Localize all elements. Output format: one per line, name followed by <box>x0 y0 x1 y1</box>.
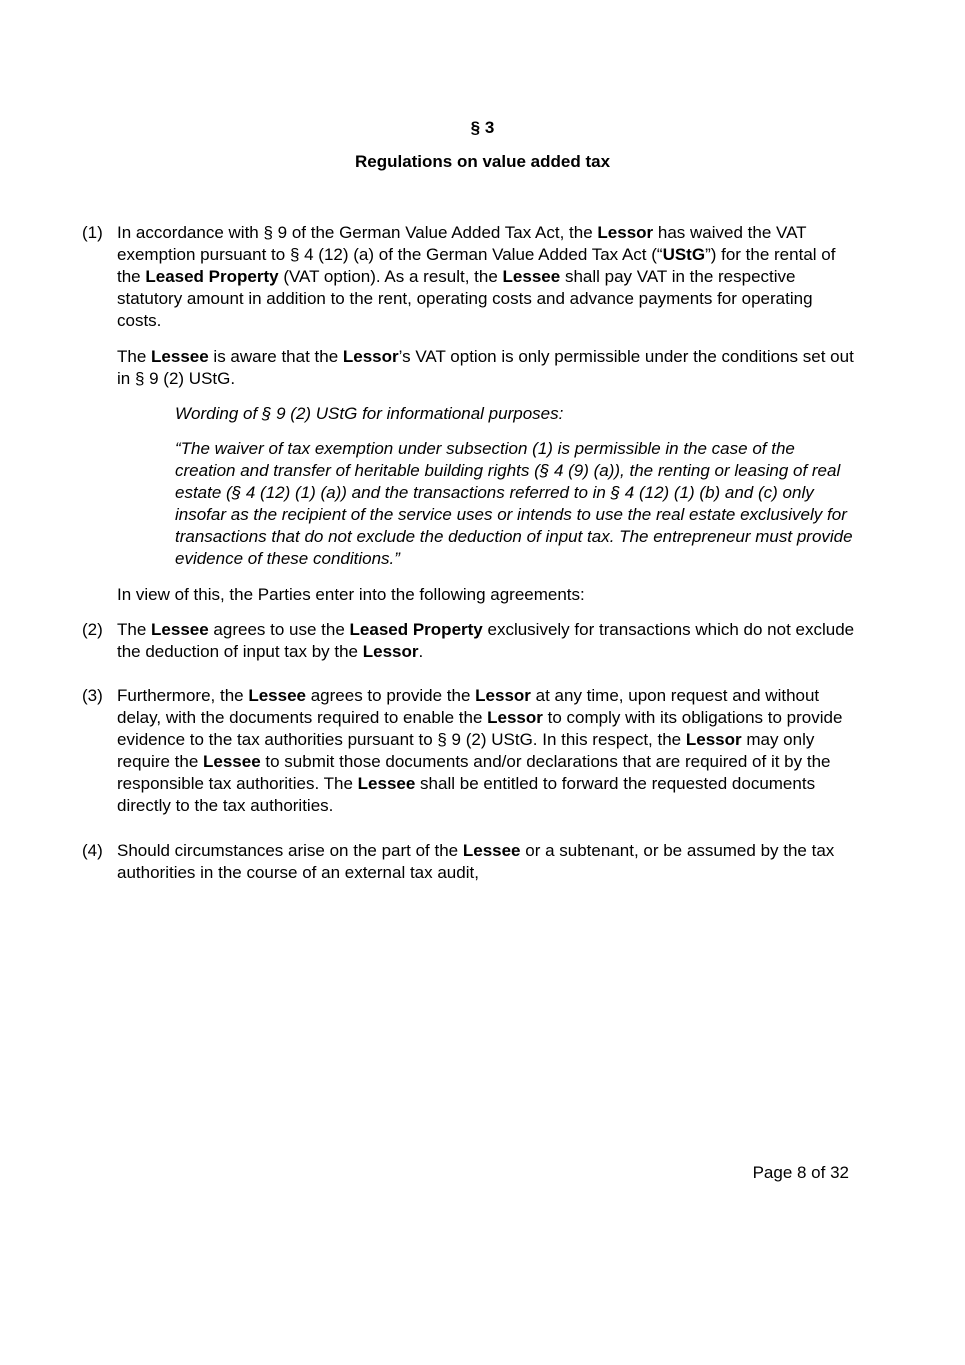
paragraph-text: Furthermore, the Lessee agrees to provide the Lessor at any time, upon request and without delay, with the documents required to enable the Lessor to comply with its obligations to provide evidence to the tax authorities pursuant to § 9 (2) UStG. In this respect, the Lessor may only require the Lessee to submit those documents and/or declarations that are required of it by the responsible tax authorities. The Lessee shall be entitled to forward the requested documents directly to the tax authorities. <box>117 686 843 815</box>
paragraph-number: (2) <box>82 620 103 639</box>
paragraph-text: The Lessee agrees to use the Leased Property exclusively for transactions which do not exclude the deduction of input tax by the Lessor. <box>117 620 855 661</box>
paragraph-1-continuation: The Lessee is aware that the Lessor’s VAT option is only permissible under the conditions set out in § 9 (2) UStG. <box>117 347 854 388</box>
paragraph-number: (1) <box>82 223 103 242</box>
paragraph-number: (3) <box>82 686 103 705</box>
paragraph-number: (4) <box>82 841 103 860</box>
agreements-intro: In view of this, the Parties enter into the following agreements: <box>117 585 585 604</box>
page-number: Page 8 of 32 <box>752 1163 849 1182</box>
quote-text: “The waiver of tax exemption under subsection (1) is permissible in the case of the creation and transfer of heritable building rights (§ 4 (9) (a)), the renting or leasing of real estate (§ 4 (12) (1) (a)) and the transactions referred to in § 4 (12) (1) (b) and (c) only insofar as the recipient of the service uses or intends to use the real estate exclusively for transactions that do not exclude the deduction of input tax. The entrepreneur must provide evidence of these conditions.” <box>175 439 853 568</box>
quote-intro: Wording of § 9 (2) UStG for informational purposes: <box>175 404 564 423</box>
paragraph-text: Should circumstances arise on the part of the Lessee or a subtenant, or be assumed by the tax authorities in the course of an external tax audit, <box>117 841 835 882</box>
paragraph-text: In accordance with § 9 of the German Value Added Tax Act, the Lessor has waived the VAT exemption pursuant to § 4 (12) (a) of the German Value Added Tax Act (“UStG”) for the rental of the Leased Property (VAT option). As a result, the Lessee shall pay VAT in the respective statutory amount in addition to the rent, operating costs and advance payments for operating costs. <box>117 223 836 330</box>
section-title: Regulations on value added tax <box>354 152 611 171</box>
section-number: § 3 <box>470 118 495 137</box>
